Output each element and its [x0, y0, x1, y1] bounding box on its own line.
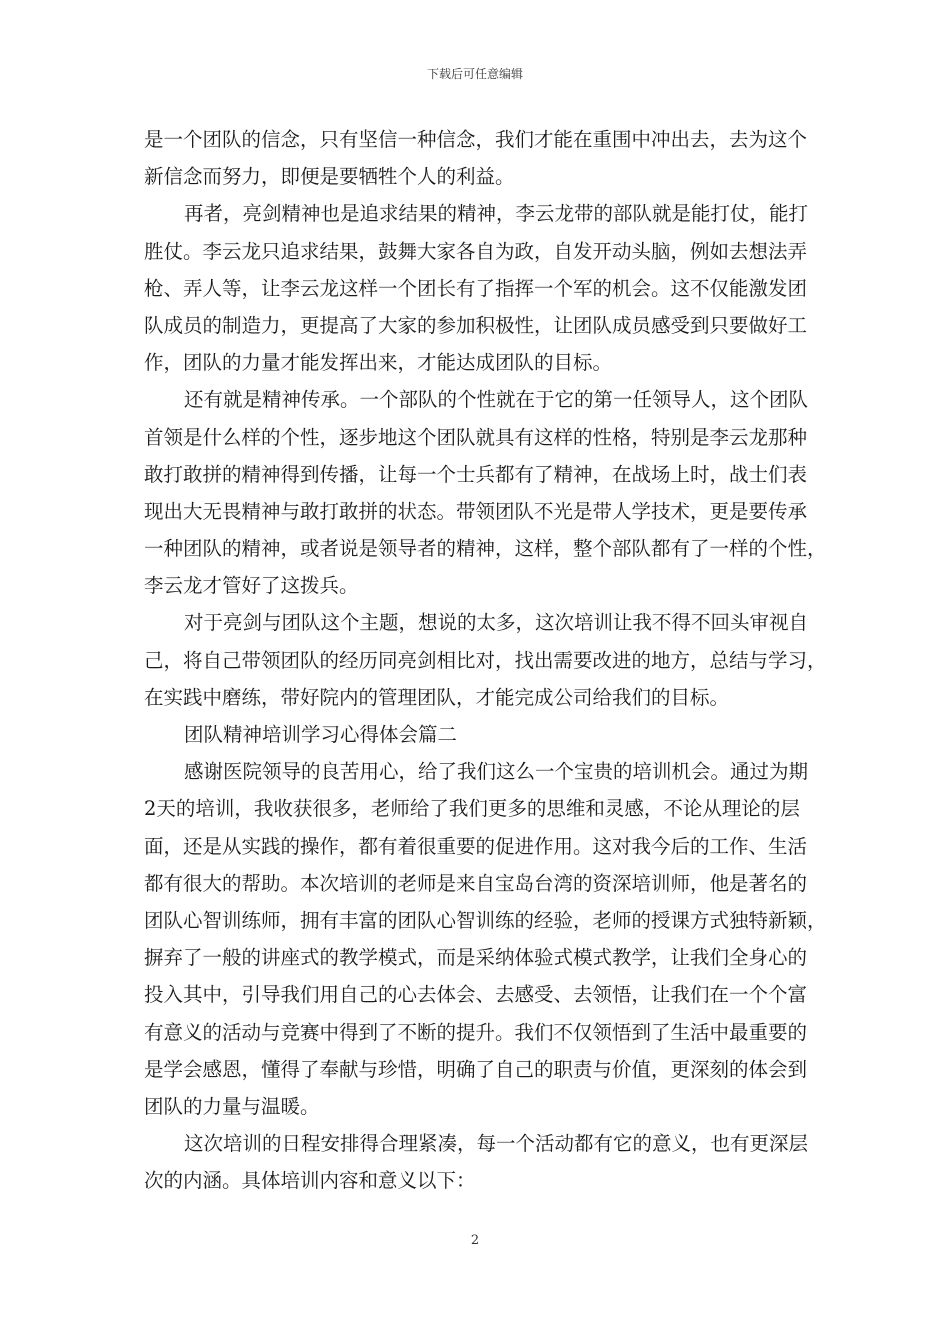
text-line: 再者，亮剑精神也是追求结果的精神，李云龙带的部队就是能打仗，能打 [184, 202, 809, 226]
text-line: 一种团队的精神，或者说是领导者的精神，这样，整个部队都有了一样的个性， [144, 537, 827, 561]
text-line: 是学会感恩，懂得了奉献与珍惜，明确了自己的职责与价值，更深刻的体会到 [144, 1057, 808, 1081]
text-line: 李云龙才管好了这拨兵。 [144, 574, 359, 598]
page-header: 下载后可任意编辑 [426, 67, 523, 81]
text-line: 团队心智训练师，拥有丰富的团队心智训练的经验，老师的授课方式独特新颖， [144, 908, 827, 932]
text-line: 己，将自己带领团队的经历同亮剑相比对，找出需要改进的地方，总结与学习， [144, 648, 827, 672]
text-line: 感谢医院领导的良苦用心，给了我们这么一个宝贵的培训机会。通过为期 [184, 760, 809, 784]
text-line: 次的内涵。具体培训内容和意义以下： [144, 1169, 476, 1193]
text-line: 面，还是从实践的操作，都有着很重要的促进作用。这对我今后的工作、生活 [144, 834, 808, 858]
text-line: 是一个团队的信念，只有坚信一种信念，我们才能在重围中冲出去，去为这个 [144, 128, 808, 151]
text-line: 还有就是精神传承。一个部队的个性就在于它的第一任领导人，这个团队 [184, 388, 809, 412]
text-line: 队成员的制造力，更提高了大家的参加积极性，让团队成员感受到只要做好工 [144, 313, 808, 337]
text-line: 这次培训的日程安排得合理紧凑，每一个活动都有它的意义，也有更深层 [184, 1132, 809, 1156]
text-line: 团队的力量与温暖。 [144, 1094, 320, 1118]
text-line: 新信念而努力，即便是要牺牲个人的利益。 [144, 165, 515, 189]
text-line: 枪、弄人等，让李云龙这样一个团长有了指挥一个军的机会。这不仅能激发团 [144, 276, 808, 300]
text-line: 都有很大的帮助。本次培训的老师是来自宝岛台湾的资深培训师，他是著名的 [144, 871, 808, 895]
text-line: 有意义的活动与竞赛中得到了不断的提升。我们不仅领悟到了生活中最重要的 [144, 1020, 808, 1044]
text-line: 投入其中，引导我们用自己的心去体会、去感受、去领悟，让我们在一个个富 [144, 983, 808, 1007]
text-line: 作，团队的力量才能发挥出来，才能达成团队的目标。 [144, 351, 613, 375]
text-line: 对于亮剑与团队这个主题，想说的太多，这次培训让我不得不回头审视自 [184, 611, 809, 635]
page-number: 2 [470, 1233, 480, 1248]
text-line: 现出大无畏精神与敢打敢拼的状态。带领团队不光是带人学技术，更是要传承 [144, 499, 808, 523]
document-body [144, 121, 827, 1199]
text-line: 胜仗。李云龙只追求结果，鼓舞大家各自为政，自发开动头脑，例如去想法弄 [144, 239, 808, 263]
text-line: 首领是什么样的个性，逐步地这个团队就具有这样的性格，特别是李云龙那种 [144, 425, 808, 449]
text-line: 敢打敢拼的精神得到传播，让每一个士兵都有了精神，在战场上时，战士们表 [144, 462, 808, 486]
text-line: 2天的培训，我收获很多，老师给了我们更多的思维和灵感，不论从理论的层 [144, 797, 800, 821]
text-line: 在实践中磨练，带好院内的管理团队，才能完成公司给我们的目标。 [144, 685, 730, 709]
text-line: 团队精神培训学习心得体会篇二 [184, 723, 458, 746]
text-line: 摒弃了一般的讲座式的教学模式，而是采纳体验式模式教学，让我们全身心的 [144, 946, 808, 970]
